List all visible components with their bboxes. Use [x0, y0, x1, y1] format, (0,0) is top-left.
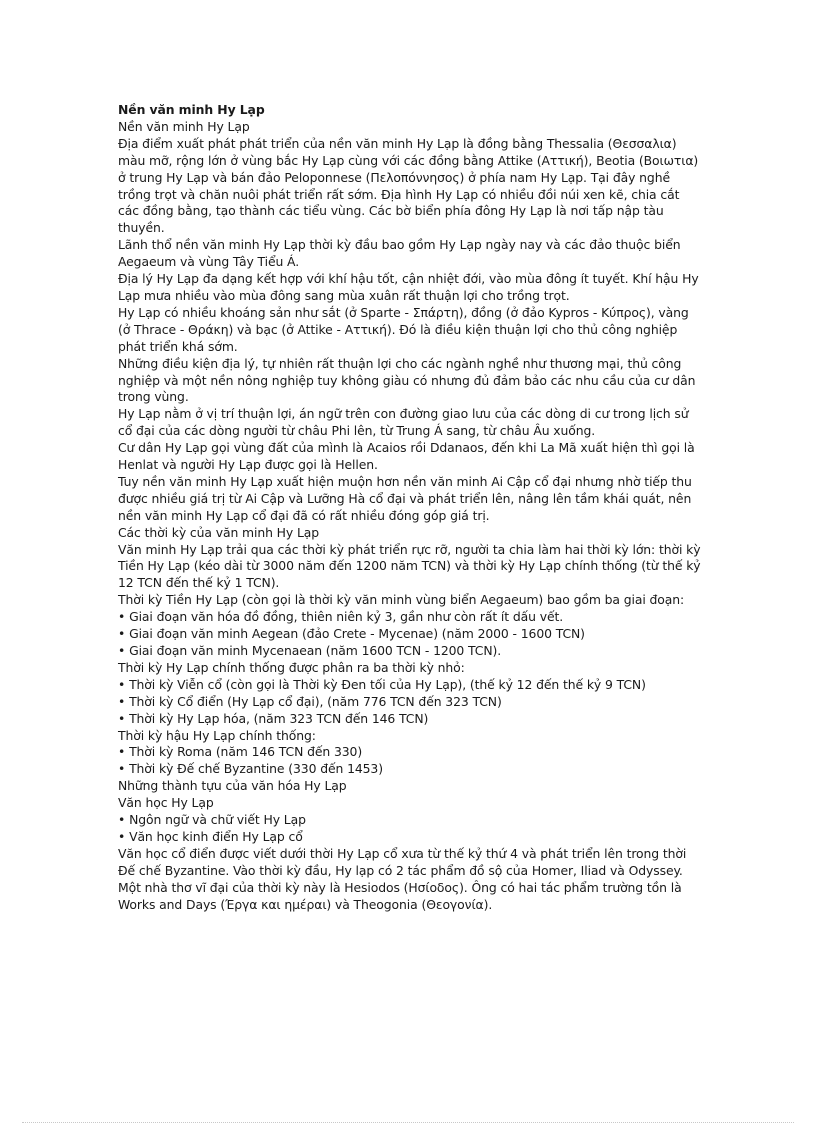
paragraph: Hy Lạp có nhiều khoáng sản như sắt (ở Sparte - Σπάρτη), đồng (ở đảo Kypros - Κύπρος), vàng (ở Thrace - Θράκη) và bạc (ở Attike - Αττική). Đó là điều kiện thuận lợi cho thủ công nghiệp phát triển khá sớm. [118, 304, 689, 354]
paragraph: Văn minh Hy Lạp trải qua các thời kỳ phát triển rực rỡ, người ta chia làm hai thời kỳ lớn: thời kỳ Tiền Hy Lạp (kéo dài từ 3000 năm đến 1200 năm TCN) và thời kỳ Hy Lạp chính thống (từ thế kỷ 12 TCN đến thế kỷ 1 TCN). [118, 541, 701, 591]
document-body [118, 102, 704, 914]
paragraph: Địa điểm xuất phát phát triển của nền văn minh Hy Lạp là đồng bằng Thessalia (Θεσσαλια) màu mỡ, rộng lớn ở vùng bắc Hy Lạp cùng với các đồng bằng Attike (Αττική), Beotia (Βοιωτια) ở trung Hy Lạp và bán đảo Peloponnese (Πελοπόννησος) ở phía nam Hy Lạp. Tại đây nghề trồng trọt và chăn nuôi phát triển rất sớm. Địa hình Hy Lạp có nhiều đồi núi xen kẽ, chia cắt các đồng bằng, tạo thành các tiểu vùng. Các bờ biển phía đông Hy Lạp là nơi tấp nập tàu thuyền. [118, 135, 699, 236]
paragraph: Lãnh thổ nền văn minh Hy Lạp thời kỳ đầu bao gồm Hy Lạp ngày nay và các đảo thuộc biển Aegaeum và vùng Tây Tiểu Á. [118, 237, 681, 270]
bullet-item: • Văn học kinh điển Hy Lạp cổ [118, 829, 704, 846]
paragraph: Hy Lạp nằm ở vị trí thuận lợi, án ngữ trên con đường giao lưu của các dòng di cư trong lịch sử cổ đại của các dòng người từ châu Phi lên, từ Trung Á sang, từ châu Âu xuống. [118, 406, 689, 439]
paragraph: Cư dân Hy Lạp gọi vùng đất của mình là Acaios rồi Ddanaos, đến khi La Mã xuất hiện thì gọi là Henlat và người Hy Lạp được gọi là Hellen. [118, 440, 695, 473]
bullet-item: • Thời kỳ Hy Lạp hóa, (năm 323 TCN đến 146 TCN) [118, 711, 704, 728]
paragraph: Thời kỳ Hy Lạp chính thống được phân ra ba thời kỳ nhỏ: [118, 659, 465, 675]
bullet-item: • Giai đoạn văn minh Aegean (đảo Crete - Mycenae) (năm 2000 - 1600 TCN) [118, 626, 704, 643]
paragraph: Văn học cổ điển được viết dưới thời Hy Lạp cổ xưa từ thế kỷ thứ 4 và phát triển lên trong thời Đế chế Byzantine. Vào thời kỳ đầu, Hy lạp có 2 tác phẩm đồ sộ của Homer, Iliad và Odyssey. Một nhà thơ vĩ đại của thời kỳ này là Hesiodos (Ησίοδος). Ông có hai tác phẩm trường tồn là Works and Days (Έργα και ημέραι) và Theogonia (Θεογονία). [118, 845, 687, 912]
bullet-item: • Thời kỳ Viễn cổ (còn gọi là Thời kỳ Đen tối của Hy Lạp), (thế kỷ 12 đến thế kỷ 9 TCN) [118, 677, 704, 694]
document-title: Nền văn minh Hy Lạp [118, 102, 265, 117]
paragraph: Văn học Hy Lạp [118, 795, 214, 811]
bullet-item: • Giai đoạn văn minh Mycenaean (năm 1600 TCN - 1200 TCN). [118, 643, 704, 660]
bullet-item: • Thời kỳ Cổ điển (Hy Lạp cổ đại), (năm 776 TCN đến 323 TCN) [118, 694, 704, 711]
paragraph: Thời kỳ hậu Hy Lạp chính thống: [118, 727, 316, 743]
paragraph: Những thành tựu của văn hóa Hy Lạp [118, 778, 347, 794]
paragraph-list [118, 119, 704, 914]
bullet-item: • Ngôn ngữ và chữ viết Hy Lạp [118, 812, 704, 829]
paragraph: Địa lý Hy Lạp đa dạng kết hợp với khí hậu tốt, cận nhiệt đới, vào mùa đông ít tuyết. Khí hậu Hy Lạp mưa nhiều vào mùa đông sang mùa xuân rất thuận lợi cho trồng trọt. [118, 271, 699, 303]
paragraph: Các thời kỳ của văn minh Hy Lạp [118, 524, 320, 540]
paragraph: Tuy nền văn minh Hy Lạp xuất hiện muộn hơn nền văn minh Ai Cập cổ đại nhưng nhờ tiếp thu được nhiều giá trị từ Ai Cập và Lưỡng Hà cổ đại và phát triển lên, nâng lên tầm khái quát, nên nền văn minh Hy Lạp cổ đại đã có rất nhiều đóng góp giá trị. [118, 473, 692, 523]
bullet-item: • Thời kỳ Roma (năm 146 TCN đến 330) [118, 744, 704, 761]
bullet-item: • Giai đoạn văn hóa đồ đồng, thiên niên kỷ 3, gần như còn rất ít dấu vết. [118, 609, 704, 626]
paragraph: Thời kỳ Tiền Hy Lạp (còn gọi là thời kỳ văn minh vùng biển Aegaeum) bao gồm ba giai đoạn: [118, 592, 685, 608]
paragraph: Nền văn minh Hy Lạp [118, 118, 250, 134]
bullet-item: • Thời kỳ Đế chế Byzantine (330 đến 1453) [118, 761, 704, 778]
paragraph: Những điều kiện địa lý, tự nhiên rất thuận lợi cho các ngành nghề như thương mại, thủ công nghiệp và một nền nông nghiệp tuy không giàu có nhưng đủ đảm bảo các nhu cầu của cư dân trong vùng. [118, 355, 696, 405]
